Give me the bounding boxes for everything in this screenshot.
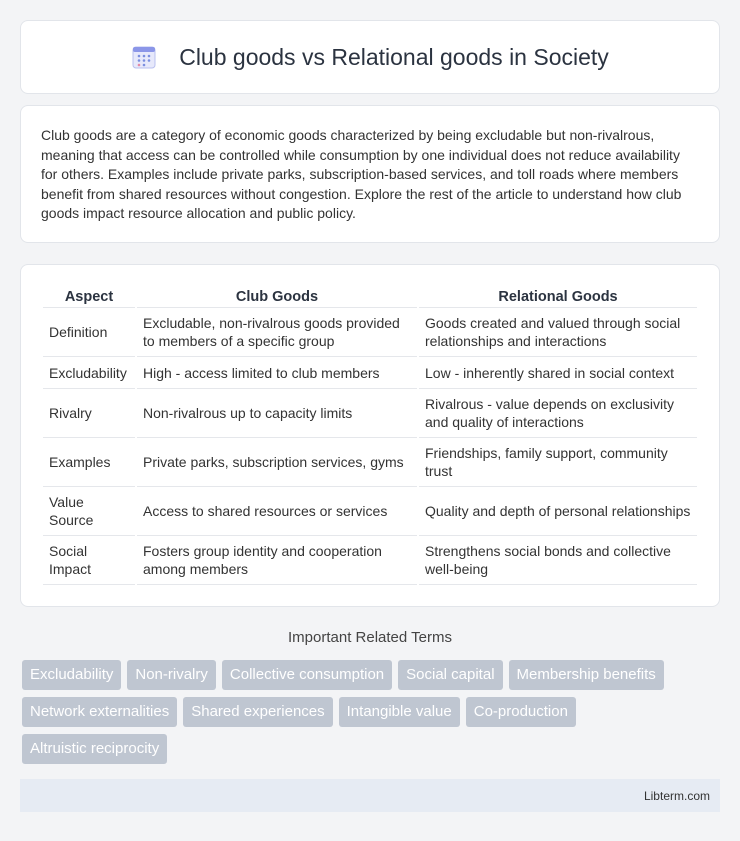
term-tag[interactable]: Collective consumption (222, 660, 392, 690)
intro-card (20, 105, 720, 243)
cell-aspect: Excludability (43, 357, 135, 389)
comparison-table (41, 285, 699, 585)
term-tag[interactable]: Social capital (398, 660, 502, 690)
table-row (43, 536, 697, 585)
calendar-grid-icon (131, 44, 157, 70)
footer (20, 779, 720, 812)
footer-site-link[interactable]: Libterm.com (643, 788, 710, 803)
related-terms-list (22, 660, 718, 764)
header-card (20, 20, 720, 94)
term-tag[interactable]: Co-production (466, 697, 576, 727)
cell-aspect: Definition (43, 308, 135, 357)
table-row (43, 389, 697, 438)
page-title: Club goods vs Relational goods in Society (179, 43, 609, 70)
term-tag[interactable]: Excludability (22, 660, 121, 690)
cell-relational: Low - inherently shared in social context (419, 357, 697, 389)
cell-club: Private parks, subscription services, gyms (137, 438, 417, 487)
term-tag[interactable]: Membership benefits (509, 660, 664, 690)
term-tag[interactable]: Network externalities (22, 697, 177, 727)
cell-relational: Quality and depth of personal relationships (419, 487, 697, 536)
cell-aspect: Rivalry (43, 389, 135, 438)
cell-club: Non-rivalrous up to capacity limits (137, 389, 417, 438)
cell-club: Access to shared resources or services (137, 487, 417, 536)
table-row (43, 438, 697, 487)
table-header-row (43, 285, 697, 308)
term-tag[interactable]: Altruistic reciprocity (22, 734, 167, 764)
intro-text: Club goods are a category of economic goods characterized by being excludable but non-rivalrous, meaning that access can be controlled while consumption by one individual does not reduce availability for others. Examples include private parks, subscription-based services, and toll roads where members benefit from shared resources without congestion. Explore the rest of the article to understand how club goods impact resource allocation and public policy. (41, 127, 682, 222)
term-tag[interactable]: Intangible value (339, 697, 460, 727)
term-tag[interactable]: Non-rivalry (127, 660, 216, 690)
cell-relational: Goods created and valued through social relationships and interactions (419, 308, 697, 357)
cell-relational: Friendships, family support, community trust (419, 438, 697, 487)
cell-aspect: Examples (43, 438, 135, 487)
header-aspect: Aspect (43, 285, 135, 308)
cell-club: Excludable, non-rivalrous goods provided to members of a specific group (137, 308, 417, 357)
term-tag[interactable]: Shared experiences (183, 697, 332, 727)
cell-club: Fosters group identity and cooperation among members (137, 536, 417, 585)
table-row (43, 308, 697, 357)
header-club-goods: Club Goods (137, 285, 417, 308)
related-terms-title: Important Related Terms (288, 629, 452, 646)
cell-relational: Strengthens social bonds and collective well-being (419, 536, 697, 585)
header-relational-goods: Relational Goods (419, 285, 697, 308)
cell-relational: Rivalrous - value depends on exclusivity and quality of interactions (419, 389, 697, 438)
cell-aspect: Value Source (43, 487, 135, 536)
table-row (43, 487, 697, 536)
cell-aspect: Social Impact (43, 536, 135, 585)
table-row (43, 357, 697, 389)
comparison-table-card (20, 264, 720, 607)
cell-club: High - access limited to club members (137, 357, 417, 389)
